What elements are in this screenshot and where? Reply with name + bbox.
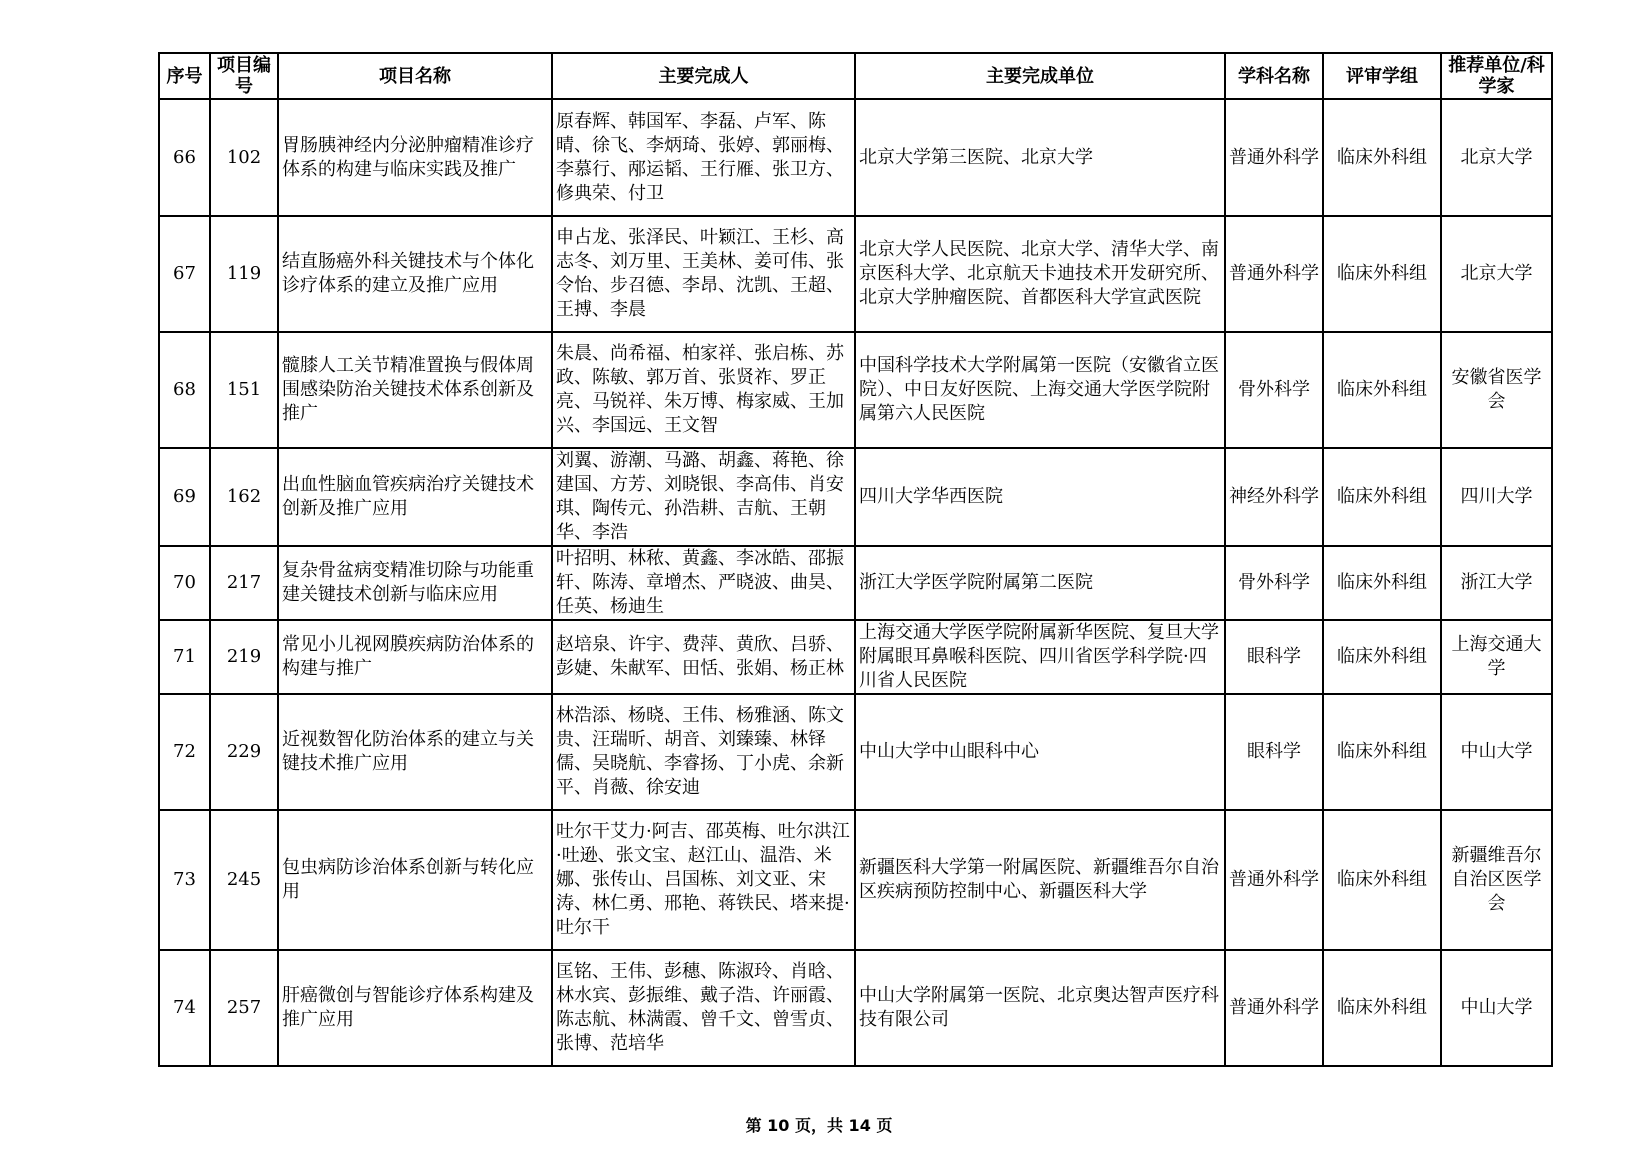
cell-units: 新疆医科大学第一附属医院、新疆维吾尔自治区疾病预防控制中心、新疆医科大学 [855, 810, 1225, 950]
cell-code: 151 [210, 332, 278, 448]
cell-name: 出血性脑血管疾病治疗关键技术创新及推广应用 [278, 448, 552, 546]
cell-name: 结直肠癌外科关键技术与个体化诊疗体系的建立及推广应用 [278, 216, 552, 332]
cell-name: 常见小儿视网膜疾病防治体系的构建与推广 [278, 620, 552, 694]
cell-code: 217 [210, 546, 278, 620]
award-table-sheet [158, 52, 1553, 1067]
cell-units: 北京大学第三医院、北京大学 [855, 99, 1225, 216]
table-row [159, 99, 1552, 216]
table-row [159, 216, 1552, 332]
cell-subject: 普通外科学 [1225, 950, 1323, 1066]
cell-name: 肝癌微创与智能诊疗体系构建及推广应用 [278, 950, 552, 1066]
cell-subject: 眼科学 [1225, 694, 1323, 810]
cell-recommender: 安徽省医学会 [1441, 332, 1552, 448]
cell-persons: 刘翼、游潮、马潞、胡鑫、蒋艳、徐建国、方芳、刘晓银、李高伟、肖安琪、陶传元、孙浩耕、吉航、王朝华、李浩 [552, 448, 855, 546]
cell-code: 257 [210, 950, 278, 1066]
cell-units: 上海交通大学医学院附属新华医院、复旦大学附属眼耳鼻喉科医院、四川省医学科学院·四川省人民医院 [855, 620, 1225, 694]
cell-name: 复杂骨盆病变精准切除与功能重建关键技术创新与临床应用 [278, 546, 552, 620]
cell-persons: 吐尔干艾力·阿吉、邵英梅、吐尔洪江·吐逊、张文宝、赵江山、温浩、米娜、张传山、吕国栋、刘文亚、宋涛、林仁勇、邢艳、蒋铁民、塔来提·吐尔干 [552, 810, 855, 950]
cell-no: 67 [159, 216, 210, 332]
award-table [158, 52, 1553, 1067]
table-row [159, 332, 1552, 448]
cell-units: 中山大学中山眼科中心 [855, 694, 1225, 810]
cell-no: 66 [159, 99, 210, 216]
cell-subject: 普通外科学 [1225, 216, 1323, 332]
cell-subject: 骨外科学 [1225, 546, 1323, 620]
cell-units: 四川大学华西医院 [855, 448, 1225, 546]
cell-persons: 朱晨、尚希福、柏家祥、张启栋、苏政、陈敏、郭万首、张贤祚、罗正亮、马锐祥、朱万博、梅家威、王加兴、李国远、王文智 [552, 332, 855, 448]
header-code: 项目编号 [210, 53, 278, 99]
cell-recommender: 新疆维吾尔自治区医学会 [1441, 810, 1552, 950]
cell-persons: 赵培泉、许宇、费萍、黄欣、吕骄、彭婕、朱献军、田恬、张娟、杨正林 [552, 620, 855, 694]
cell-code: 245 [210, 810, 278, 950]
cell-no: 69 [159, 448, 210, 546]
cell-recommender: 中山大学 [1441, 950, 1552, 1066]
cell-units: 中国科学技术大学附属第一医院（安徽省立医院）、中日友好医院、上海交通大学医学院附属第六人民医院 [855, 332, 1225, 448]
cell-group: 临床外科组 [1323, 332, 1441, 448]
table-row [159, 810, 1552, 950]
table-row [159, 448, 1552, 546]
cell-code: 119 [210, 216, 278, 332]
cell-recommender: 浙江大学 [1441, 546, 1552, 620]
cell-persons: 申占龙、张泽民、叶颖江、王杉、高志冬、刘万里、王美林、姜可伟、张令怡、步召德、李昂、沈凯、王超、王搏、李晨 [552, 216, 855, 332]
header-group: 评审学组 [1323, 53, 1441, 99]
cell-name: 髋膝人工关节精准置换与假体周围感染防治关键技术体系创新及推广 [278, 332, 552, 448]
cell-code: 219 [210, 620, 278, 694]
cell-subject: 普通外科学 [1225, 810, 1323, 950]
cell-persons: 原春辉、韩国军、李磊、卢军、陈晴、徐飞、李炳琦、张婷、郭丽梅、李慕行、邴运韬、王行雁、张卫方、修典荣、付卫 [552, 99, 855, 216]
header-name: 项目名称 [278, 53, 552, 99]
table-header-row [159, 53, 1552, 99]
table-row [159, 546, 1552, 620]
cell-code: 162 [210, 448, 278, 546]
cell-group: 临床外科组 [1323, 950, 1441, 1066]
header-persons: 主要完成人 [552, 53, 855, 99]
cell-subject: 骨外科学 [1225, 332, 1323, 448]
cell-recommender: 上海交通大学 [1441, 620, 1552, 694]
cell-code: 229 [210, 694, 278, 810]
cell-no: 72 [159, 694, 210, 810]
cell-no: 70 [159, 546, 210, 620]
cell-recommender: 北京大学 [1441, 99, 1552, 216]
cell-units: 浙江大学医学院附属第二医院 [855, 546, 1225, 620]
cell-recommender: 北京大学 [1441, 216, 1552, 332]
cell-persons: 林浩添、杨晓、王伟、杨雅涵、陈文贵、汪瑞昕、胡音、刘臻臻、林铎儒、吴晓航、李睿扬、丁小虎、余新平、肖薇、徐安迪 [552, 694, 855, 810]
cell-group: 临床外科组 [1323, 448, 1441, 546]
cell-recommender: 四川大学 [1441, 448, 1552, 546]
page-footer: 第 10 页，共 14 页 [745, 1116, 893, 1135]
header-units: 主要完成单位 [855, 53, 1225, 99]
cell-group: 临床外科组 [1323, 810, 1441, 950]
cell-group: 临床外科组 [1323, 216, 1441, 332]
cell-subject: 神经外科学 [1225, 448, 1323, 546]
cell-group: 临床外科组 [1323, 620, 1441, 694]
cell-code: 102 [210, 99, 278, 216]
cell-units: 北京大学人民医院、北京大学、清华大学、南京医科大学、北京航天卡迪技术开发研究所、北京大学肿瘤医院、首都医科大学宣武医院 [855, 216, 1225, 332]
cell-persons: 叶招明、林秾、黄鑫、李冰皓、邵振轩、陈涛、章增杰、严晓波、曲昊、任英、杨迪生 [552, 546, 855, 620]
cell-group: 临床外科组 [1323, 694, 1441, 810]
cell-recommender: 中山大学 [1441, 694, 1552, 810]
cell-subject: 眼科学 [1225, 620, 1323, 694]
cell-no: 71 [159, 620, 210, 694]
cell-name: 包虫病防诊治体系创新与转化应用 [278, 810, 552, 950]
cell-units: 中山大学附属第一医院、北京奥达智声医疗科技有限公司 [855, 950, 1225, 1066]
cell-group: 临床外科组 [1323, 546, 1441, 620]
table-row [159, 620, 1552, 694]
cell-persons: 匡铭、王伟、彭穗、陈淑玲、肖晗、林水宾、彭振维、戴子浩、许丽霞、陈志航、林满霞、曾千文、曾雪贞、张博、范培华 [552, 950, 855, 1066]
table-row [159, 950, 1552, 1066]
header-recommender: 推荐单位/科学家 [1441, 53, 1552, 99]
header-no: 序号 [159, 53, 210, 99]
cell-no: 68 [159, 332, 210, 448]
cell-name: 近视数智化防治体系的建立与关键技术推广应用 [278, 694, 552, 810]
cell-no: 74 [159, 950, 210, 1066]
cell-group: 临床外科组 [1323, 99, 1441, 216]
table-row [159, 694, 1552, 810]
cell-no: 73 [159, 810, 210, 950]
cell-subject: 普通外科学 [1225, 99, 1323, 216]
header-subject: 学科名称 [1225, 53, 1323, 99]
cell-name: 胃肠胰神经内分泌肿瘤精准诊疗体系的构建与临床实践及推广 [278, 99, 552, 216]
